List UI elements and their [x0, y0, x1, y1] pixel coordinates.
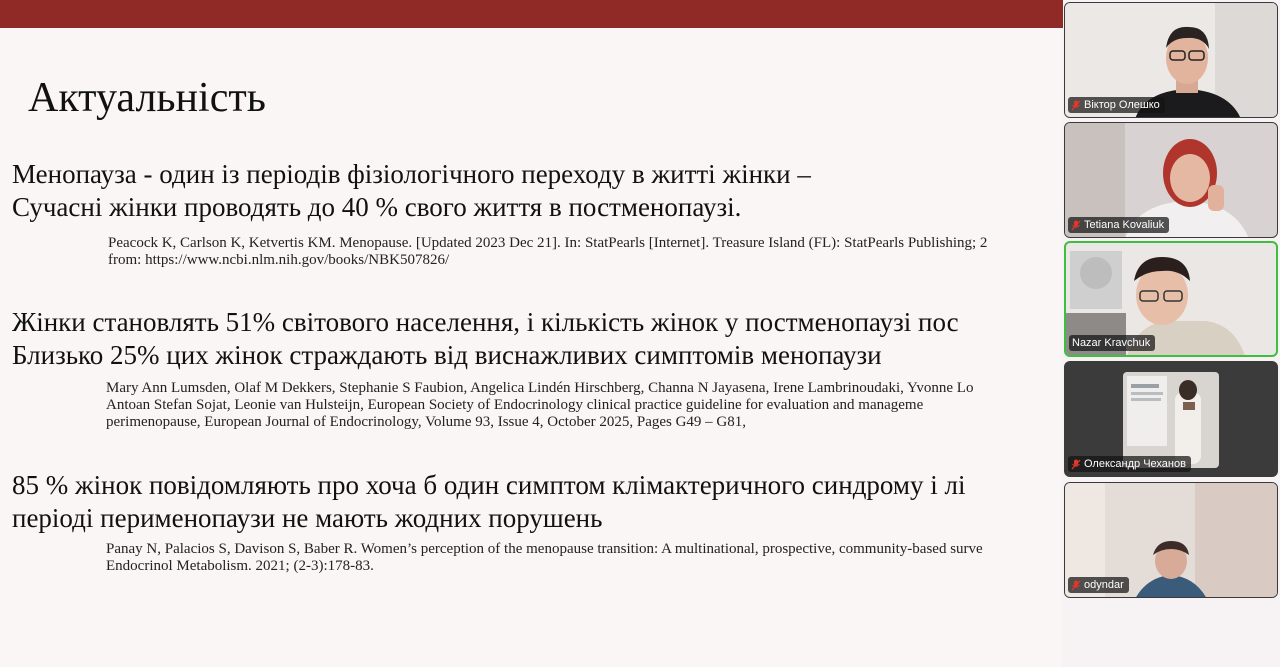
participant-tile[interactable] [1064, 361, 1278, 477]
section-2-text [12, 306, 959, 372]
section-2-line-2: Близько 25% цих жінок страждають від виснажливих симптомів менопаузи [12, 340, 882, 370]
reference-line: Mary Ann Lumsden, Olaf M Dekkers, Stephanie S Faubion, Angelica Lindén Hirschberg, Channa N Jayasena, Irene Lambrinoudaki, Yvonne Lo [106, 380, 974, 396]
section-3-reference [106, 541, 983, 575]
participant-name-label [1068, 456, 1191, 472]
participant-tile[interactable] [1064, 2, 1278, 118]
participant-tile[interactable] [1064, 482, 1278, 598]
section-3-text [12, 469, 965, 535]
reference-line: Antoan Stefan Sojat, Leonie van Hulsteijn, European Society of Endocrinology clinical practice guideline for evaluation and manageme [106, 397, 924, 413]
mic-muted-icon [1071, 580, 1081, 591]
participant-name-label [1069, 335, 1155, 351]
reference-line: Endocrinol Metabolism. 2021; (2-3):178-83. [106, 558, 374, 574]
participant-name: odyndar [1084, 579, 1124, 591]
reference-line: Panay N, Palacios S, Davison S, Baber R. Women’s perception of the menopause transition: A multinational, prospective, community-based surve [106, 541, 983, 557]
section-1-reference [108, 235, 987, 269]
section-2-line-1: Жінки становлять 51% світового населення, і кількість жінок у постменопаузі пос [12, 307, 959, 337]
reference-line: Peacock K, Carlson K, Ketvertis KM. Menopause. [Updated 2023 Dec 21]. In: StatPearls [Internet]. Treasure Island (FL): StatPearls Publishing; 2 [108, 235, 988, 251]
participant-name: Віктор Олешко [1084, 99, 1160, 111]
section-1-text [12, 158, 811, 224]
mic-muted-icon [1071, 459, 1081, 470]
reference-line: from: https://www.ncbi.nlm.nih.gov/books/NBK507826/ [108, 252, 450, 268]
section-3-line-1: 85 % жінок повідомляють про хоча б один симптом клімактеричного синдрому і лі [12, 470, 966, 500]
participant-tile-active[interactable] [1064, 241, 1278, 357]
slide-title: Актуальність [28, 75, 266, 121]
section-2-reference [106, 380, 973, 431]
section-1-line-1: Менопауза - один із періодів фізіологічного переходу в житті жінки – [12, 159, 811, 189]
participant-name-label [1068, 97, 1165, 113]
participant-name-label [1068, 217, 1169, 233]
section-3-line-2: періоді перименопаузи не мають жодних порушень [12, 503, 603, 533]
participant-name: Олександр Чеханов [1084, 458, 1186, 470]
section-1-line-2: Сучасні жінки проводять до 40 % свого життя в постменопаузі. [12, 192, 742, 222]
participant-name: Nazar Kravchuk [1072, 337, 1151, 349]
participant-tile[interactable] [1064, 122, 1278, 238]
participant-name-label [1068, 577, 1129, 593]
mic-muted-icon [1071, 220, 1081, 231]
mic-muted-icon [1071, 100, 1081, 111]
reference-line: perimenopause, European Journal of Endocrinology, Volume 93, Issue 4, October 2025, Pages G49 – G81, [106, 414, 747, 430]
participant-name: Tetiana Kovaliuk [1084, 219, 1165, 231]
presentation-slide [0, 28, 1062, 667]
